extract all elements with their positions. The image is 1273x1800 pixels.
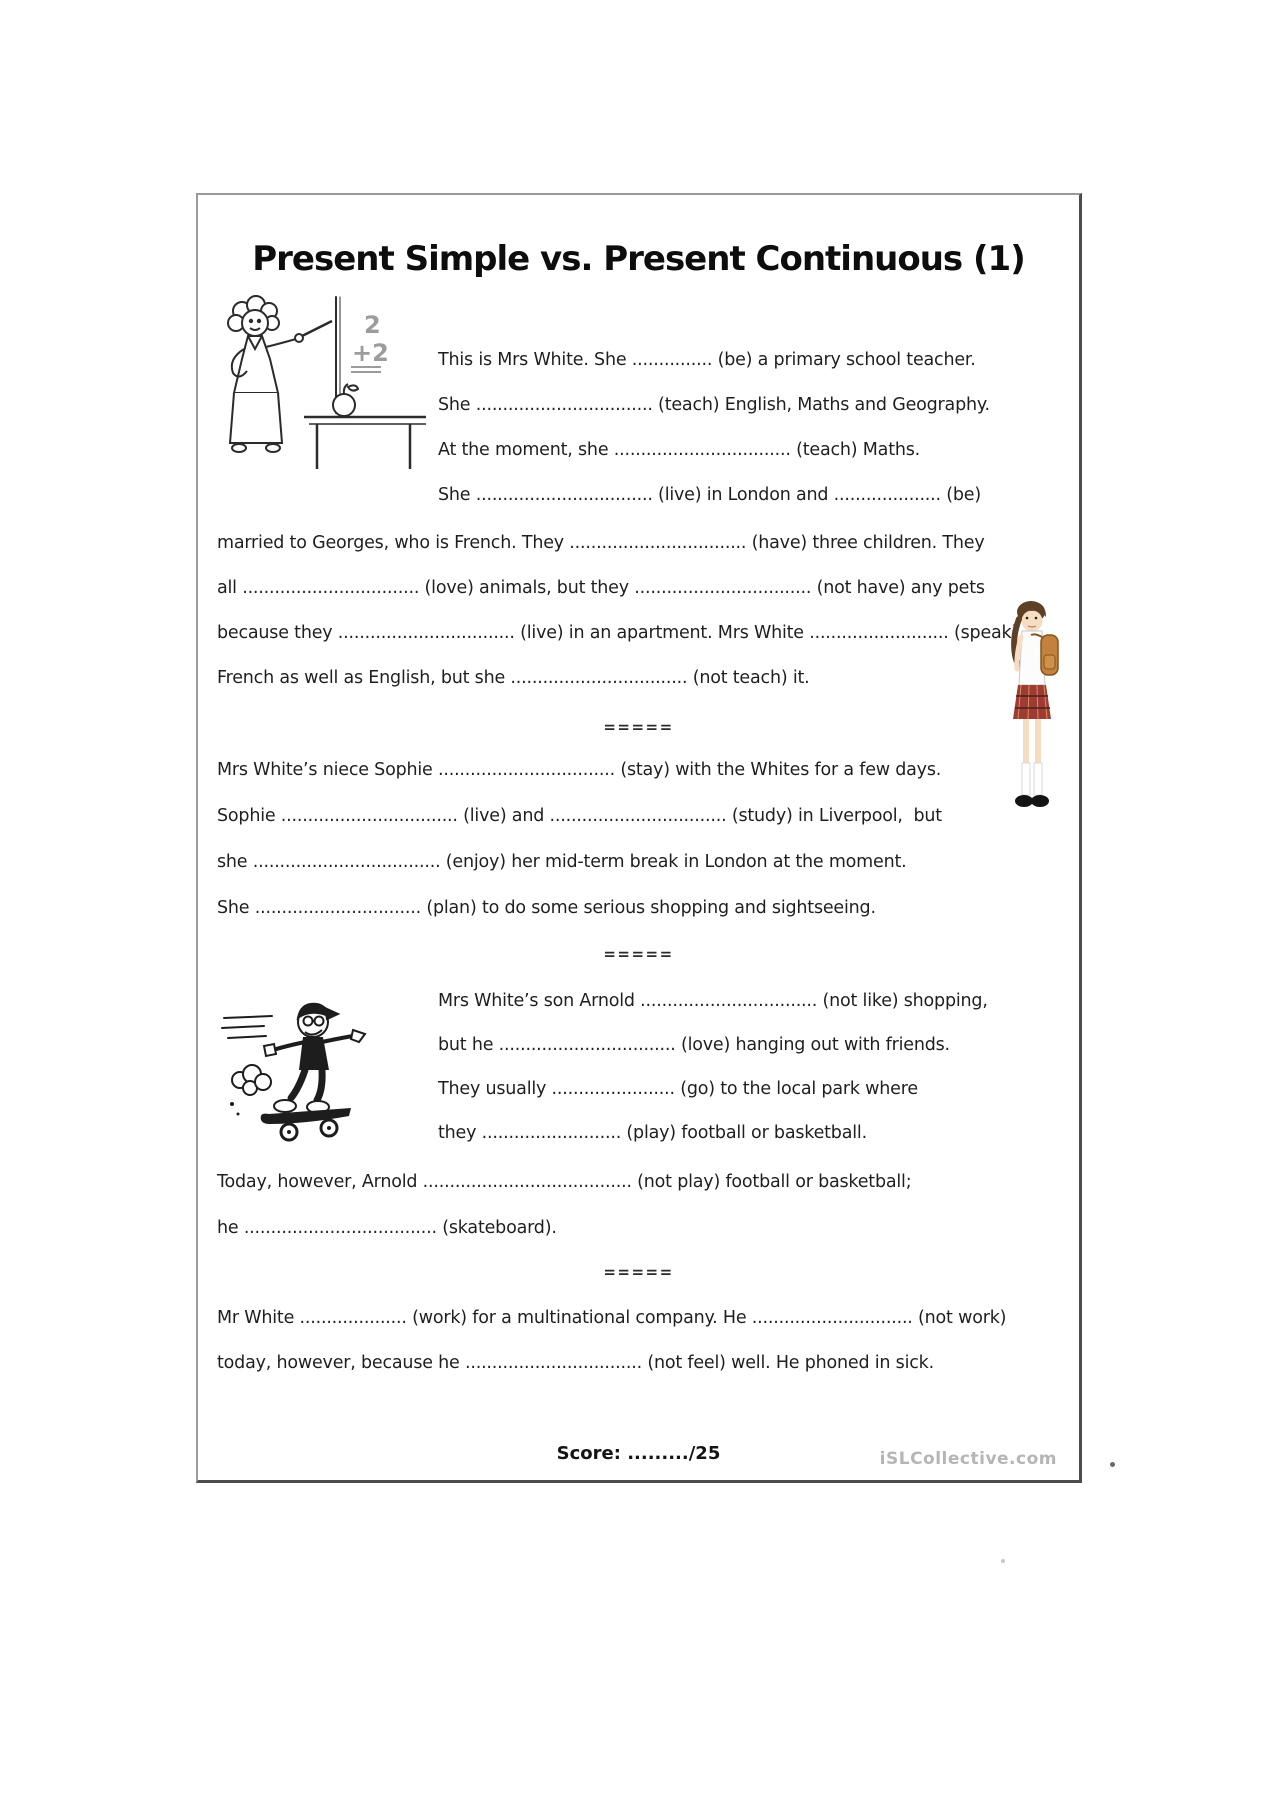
fill-in-line: At the moment, she ................................. (teach) Maths. — [438, 440, 921, 460]
fill-in-line: but he ................................. (love) hanging out with friends. — [438, 1035, 950, 1055]
fill-in-line: Sophie ................................. (live) and ................................. (study) in Liverpool, but — [217, 806, 942, 826]
fill-in-line: they .......................... (play) football or basketball. — [438, 1123, 867, 1143]
teacher-paragraph-full — [217, 521, 1018, 701]
arnold-paragraph-indented — [438, 979, 988, 1155]
stray-dot — [1001, 1559, 1005, 1563]
fill-in-line: She ............................... (plan) to do some serious shopping and sightseeing. — [217, 898, 876, 918]
score-line: Score: ........./25 — [556, 1443, 721, 1464]
mr-white-paragraph — [217, 1296, 1006, 1386]
stray-dot — [1110, 1462, 1115, 1467]
section-separator: ===== — [603, 945, 674, 963]
section-separator: ===== — [603, 1263, 674, 1281]
svg-text:2: 2 — [364, 311, 381, 339]
fill-in-line: She ................................. (live) in London and .................... (be) — [438, 485, 981, 505]
fill-in-line: Today, however, Arnold ....................................... (not play) football or basketball; — [217, 1172, 912, 1192]
skateboarder-clipart-illustration — [220, 992, 390, 1147]
fill-in-line: he .................................... (skateboard). — [217, 1218, 557, 1238]
teacher-paragraph-indented — [438, 338, 990, 518]
fill-in-line: They usually ....................... (go) to the local park where — [438, 1079, 918, 1099]
fill-in-line: She ................................. (teach) English, Maths and Geography. — [438, 395, 990, 415]
fill-in-line: French as well as English, but she ................................. (not teach) it. — [217, 668, 810, 688]
fill-in-line: married to Georges, who is French. They ................................. (have) three children. They — [217, 533, 985, 553]
sophie-paragraph — [217, 747, 942, 931]
svg-text:+2: +2 — [352, 339, 389, 367]
teacher-clipart-illustration — [214, 293, 429, 478]
fill-in-line: This is Mrs White. She ............... (be) a primary school teacher. — [438, 350, 976, 370]
schoolgirl-clipart-illustration — [992, 595, 1072, 810]
arnold-paragraph-full — [217, 1159, 911, 1251]
fill-in-line: Mrs White’s son Arnold ................................. (not like) shopping, — [438, 991, 988, 1011]
islcollective-watermark: iSLCollective.com — [879, 1449, 1057, 1469]
section-separator: ===== — [603, 718, 674, 736]
fill-in-line: Mr White .................... (work) for a multinational company. He .............................. (not work) — [217, 1308, 1007, 1328]
fill-in-line: because they ................................. (live) in an apartment. Mrs White .......................... (speak) — [217, 623, 1019, 643]
worksheet-title: Present Simple vs. Present Continuous (1) — [252, 239, 1025, 279]
fill-in-line: today, however, because he ................................. (not feel) well. He phoned in sick. — [217, 1353, 934, 1373]
worksheet-border-box — [196, 193, 1082, 1483]
fill-in-line: Mrs White’s niece Sophie ................................. (stay) with the Whites for a few days. — [217, 760, 942, 780]
fill-in-line: all ................................. (love) animals, but they ................................. (not have) any pets — [217, 578, 985, 598]
fill-in-line: she ................................... (enjoy) her mid-term break in London at the moment. — [217, 852, 907, 872]
